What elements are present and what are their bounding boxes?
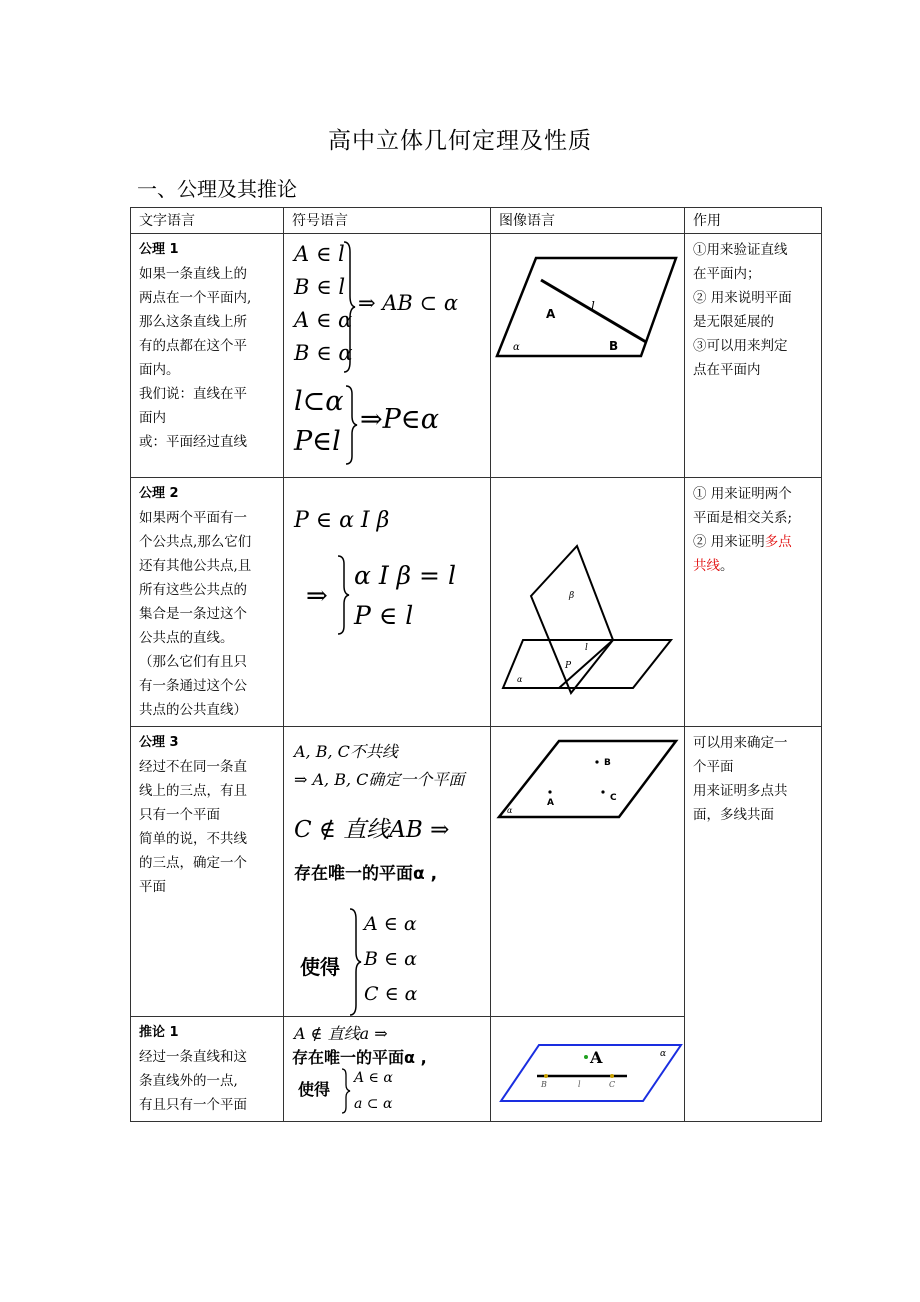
axiom-1-premise: B ∈ α xyxy=(294,341,353,365)
axiom-1-line: 面内。 xyxy=(139,362,180,378)
brace-icon xyxy=(348,907,362,1017)
usage-line: 面，多线共面 xyxy=(693,807,774,823)
axiom-1-line: 有的点都在这个平 xyxy=(139,338,247,354)
corollary-1-line: 条直线外的一点, xyxy=(139,1073,238,1089)
figure-label: A xyxy=(546,307,556,321)
axiom-3-membership: C ∈ α xyxy=(364,983,418,1005)
usage-line: 在平面内； xyxy=(693,266,761,282)
axiom-1-text xyxy=(131,234,284,478)
usage-line: 点在平面内 xyxy=(693,362,761,378)
axiom-2-line: 有一条通过这个公 xyxy=(139,678,247,694)
theorem-table xyxy=(130,207,822,1122)
brace-icon xyxy=(344,384,358,466)
usage-line: ② 用来说明平面 xyxy=(693,290,792,306)
usage-line xyxy=(693,530,813,554)
figure-label: α xyxy=(660,1049,667,1059)
axiom-3-membership: B ∈ α xyxy=(364,948,417,970)
axiom-3-membership: A ∈ α xyxy=(364,913,417,935)
axiom-1-symbol xyxy=(284,234,491,478)
three-points-plane-figure xyxy=(491,735,685,825)
axiom-2-result: α I β = l xyxy=(354,561,456,590)
axiom-2-symbol xyxy=(284,478,491,727)
axiom-2-usage xyxy=(685,478,822,727)
usage-text: 。 xyxy=(720,558,734,574)
table-header-row xyxy=(131,208,822,234)
header-text-language: 文字语言 xyxy=(131,208,284,234)
axiom-2-line: （那么它们有且只 xyxy=(139,654,247,670)
corollary-1-membership: a ⊂ α xyxy=(354,1096,393,1112)
figure-label: α xyxy=(513,342,520,353)
axiom-3-conclusion: ⇒ A, B, C确定一个平面 xyxy=(294,770,465,789)
section-heading: 一、公理及其推论 xyxy=(137,177,297,201)
axiom-1-line: 那么这条直线上所 xyxy=(139,314,247,330)
figure-label: α xyxy=(507,806,513,815)
header-symbol-language: 符号语言 xyxy=(284,208,491,234)
axiom-2-line: 集合是一条过这个 xyxy=(139,606,247,622)
figure-label: B xyxy=(541,1080,547,1089)
header-usage: 作用 xyxy=(685,208,822,234)
axiom-3-text xyxy=(131,727,284,1017)
axiom-1-premise: A ∈ l xyxy=(294,242,345,266)
figure-label: B xyxy=(609,339,619,353)
figure-label: C xyxy=(609,1080,616,1089)
axiom-3-name: 公理 3 xyxy=(139,735,179,750)
axiom-1-line: 或：平面经过直线 xyxy=(139,434,247,450)
axiom-2-line: 如果两个平面有一 xyxy=(139,510,247,526)
corollary-1-such-that: 使得 xyxy=(298,1080,331,1099)
figure-label: P xyxy=(565,661,572,671)
usage-line: 可以用来确定一 xyxy=(693,735,788,751)
document-title: 高中立体几何定理及性质 xyxy=(328,128,592,154)
axiom-1-premise: B ∈ l xyxy=(294,275,346,299)
axiom-1-premise: A ∈ α xyxy=(294,308,353,332)
axiom-3-symbol xyxy=(284,727,491,1017)
axiom-2-line: 个公共点,那么它们 xyxy=(139,534,252,550)
intersecting-planes-figure xyxy=(491,528,685,698)
brace-icon xyxy=(340,1067,352,1115)
usage-line: 用来证明多点共 xyxy=(693,783,788,799)
usage-line: 是无限延展的 xyxy=(693,314,774,330)
axiom-1-line: 如果一条直线上的 xyxy=(139,266,247,282)
corollary-1-figure xyxy=(491,1017,685,1122)
usage-line xyxy=(693,554,813,578)
table-row-axiom-3 xyxy=(131,727,822,1017)
line-point-plane-figure xyxy=(491,1041,685,1111)
axiom-1-line: 我们说：直线在平 xyxy=(139,386,247,402)
figure-label: l xyxy=(585,643,588,653)
figure-label: C xyxy=(610,793,617,803)
axiom-3-line: 线上的三点，有且 xyxy=(139,783,247,799)
corollary-1-membership: A ∈ α xyxy=(354,1070,393,1086)
axiom-2-premise: P ∈ α I β xyxy=(294,508,390,533)
plane-line-figure xyxy=(491,246,685,376)
axiom-3-line: 简单的说，不共线 xyxy=(139,831,247,847)
usage-line: ① 用来证明两个 xyxy=(693,486,792,502)
axiom-1-line: 面内 xyxy=(139,410,166,426)
corollary-1-line: 经过一条直线和这 xyxy=(139,1049,247,1065)
axiom-3-such-that: 使得 xyxy=(300,955,340,979)
axiom-2-text xyxy=(131,478,284,727)
axiom-3-line: 经过不在同一条直 xyxy=(139,759,247,775)
axiom-3-line: 只有一个平面 xyxy=(139,807,220,823)
axiom-2-line: 共点的公共直线） xyxy=(139,702,247,718)
axiom-3-figure xyxy=(491,727,685,1017)
axiom-3-line: 平面 xyxy=(139,879,166,895)
table-row-axiom-1 xyxy=(131,234,822,478)
usage-text: ② 用来证明 xyxy=(693,534,765,550)
figure-label: β xyxy=(569,591,575,601)
axiom-3-statement: C ∉ 直线AB ⇒ xyxy=(294,817,450,843)
brace-icon xyxy=(342,240,356,374)
corollary-1-line: 有且只有一个平面 xyxy=(139,1097,247,1113)
usage-line: ③可以用来判定 xyxy=(693,338,788,354)
axiom-2-name: 公理 2 xyxy=(139,486,179,501)
axiom-2-implies: ⇒ xyxy=(306,581,328,611)
axiom-2-result: P ∈ l xyxy=(354,601,414,630)
axiom-2-line: 公共点的直线。 xyxy=(139,630,234,646)
axiom-3-premise: A, B, C不共线 xyxy=(294,742,398,761)
axiom-1-figure xyxy=(491,234,685,478)
usage-highlight: 多点 xyxy=(764,534,792,550)
axiom-1-conclusion-2: ⇒P∈α xyxy=(360,404,440,435)
figure-label: A xyxy=(547,798,554,808)
figure-label: l xyxy=(591,299,595,313)
usage-line: 平面是相交关系; xyxy=(693,510,793,526)
usage-line: 个平面 xyxy=(693,759,734,775)
axiom-3-existence: 存在唯一的平面α , xyxy=(294,864,438,884)
corollary-1-text xyxy=(131,1017,284,1122)
brace-icon xyxy=(336,554,350,636)
axiom-1-conclusion: ⇒ AB ⊂ α xyxy=(358,291,458,315)
corollary-1-name: 推论 1 xyxy=(139,1025,179,1040)
usage-highlight: 共线 xyxy=(693,558,720,574)
corollary-1-premise: A ∉ 直线a ⇒ xyxy=(294,1024,388,1043)
figure-label: B xyxy=(604,758,611,768)
axiom-3-line: 的三点，确定一个 xyxy=(139,855,247,871)
table-row-axiom-2 xyxy=(131,478,822,727)
axiom-2-line: 所有这些公共点的 xyxy=(139,582,247,598)
axiom-2-figure xyxy=(491,478,685,727)
axiom-1-line: 两点在一个平面内, xyxy=(139,290,252,306)
axiom-1-name: 公理 1 xyxy=(139,242,179,257)
corollary-1-symbol xyxy=(284,1017,491,1122)
header-image-language: 图像语言 xyxy=(491,208,685,234)
usage-line: ①用来验证直线 xyxy=(693,242,788,258)
corollary-1-existence: 存在唯一的平面α , xyxy=(292,1048,427,1067)
figure-label: α xyxy=(517,675,523,684)
axiom-3-usage xyxy=(685,727,822,1122)
axiom-1-premise-2: P∈l xyxy=(294,426,341,457)
axiom-1-usage xyxy=(685,234,822,478)
figure-label: l xyxy=(578,1080,581,1089)
figure-label: A xyxy=(590,1048,603,1067)
axiom-1-premise-2: l⊂α xyxy=(294,386,344,417)
axiom-2-line: 还有其他公共点,且 xyxy=(139,558,252,574)
